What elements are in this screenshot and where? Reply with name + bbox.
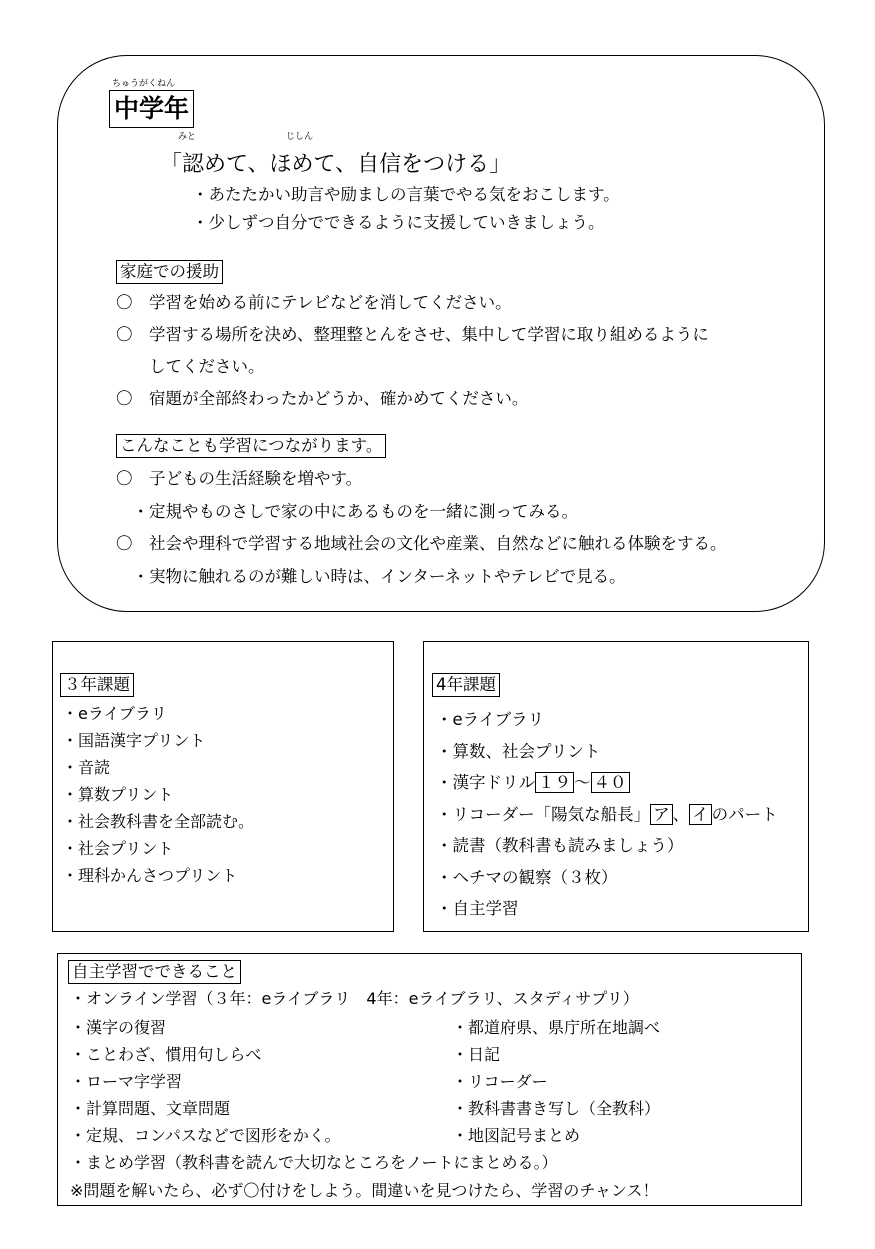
list-item-text: ～ bbox=[574, 773, 591, 792]
intro-bullet: ・少しずつ自分でできるように支援していきましょう。 bbox=[192, 213, 605, 232]
self-study-label: 自主学習でできること bbox=[68, 960, 241, 984]
home-support-item: 〇 宿題が全部終わったかどうか、確かめてください。 bbox=[116, 389, 529, 408]
learning-item: ・定規やものさしで家の中にあるものを一緒に測ってみる。 bbox=[116, 502, 578, 521]
closing-note: ※問題を解いたら、必ず〇付けをしよう。間違いを見つけたら、学習のチャンス！ bbox=[70, 1181, 659, 1200]
part-b: イ bbox=[689, 804, 712, 825]
list-item: ・国語漢字プリント bbox=[62, 731, 206, 750]
page-to: ４０ bbox=[591, 772, 630, 793]
list-item: ・計算問題、文章問題 bbox=[70, 1099, 231, 1118]
home-support-item: 〇 学習する場所を決め、整理整とんをさせ、集中して学習に取り組めるように bbox=[116, 325, 709, 344]
online-study: ・オンライン学習（３年：eライブラリ 4年：eライブラリ、スタディサプリ） bbox=[70, 989, 639, 1008]
list-item: ・社会教科書を全部読む。 bbox=[62, 812, 255, 831]
page-from: １９ bbox=[535, 772, 574, 793]
grade3-list bbox=[62, 700, 254, 889]
list-item: ・地図記号まとめ bbox=[452, 1126, 581, 1145]
list-item: ・理科かんさつプリント bbox=[62, 866, 238, 885]
learning-heading bbox=[116, 434, 386, 458]
home-support-item: 〇 学習を始める前にテレビなどを消してください。 bbox=[116, 293, 512, 312]
learning-item: ・実物に触れるのが難しい時は、インターネットやテレビで見る。 bbox=[116, 567, 626, 586]
part-a: ア bbox=[650, 804, 673, 825]
home-support-heading bbox=[116, 260, 223, 284]
grade3-heading bbox=[60, 673, 134, 697]
list-item: ・算数プリント bbox=[62, 785, 174, 804]
grade4-heading bbox=[432, 673, 500, 697]
list-item bbox=[436, 767, 778, 799]
list-item: ・都道府県、県庁所在地調べ bbox=[452, 1018, 661, 1037]
list-item: ・ことわざ、慣用句しらべ bbox=[70, 1045, 262, 1064]
grade4-list bbox=[436, 704, 778, 925]
home-support-label: 家庭での援助 bbox=[116, 260, 223, 284]
list-item: ・日記 bbox=[452, 1045, 501, 1064]
list-item: ・漢字の復習 bbox=[70, 1018, 167, 1037]
list-item: ・定規、コンパスなどで図形をかく。 bbox=[70, 1126, 341, 1145]
list-item bbox=[436, 799, 778, 831]
list-item: ・リコーダー bbox=[452, 1072, 548, 1091]
list-item: ・ヘチマの観察（３枚） bbox=[436, 867, 618, 887]
list-item: ・算数、社会プリント bbox=[436, 741, 601, 761]
list-item: ・eライブラリ bbox=[62, 704, 167, 723]
list-item-text: ・リコーダー「陽気な船長」 bbox=[436, 804, 651, 824]
list-item-text: のパート bbox=[711, 804, 778, 824]
home-support-item: してください。 bbox=[116, 357, 265, 376]
list-item: ・社会プリント bbox=[62, 839, 174, 858]
learning-item: 〇 社会や理科で学習する地域社会の文化や産業、自然などに触れる体験をする。 bbox=[116, 534, 727, 553]
learning-label: こんなことも学習につながります。 bbox=[116, 434, 386, 458]
grade4-label: 4年課題 bbox=[432, 673, 500, 697]
self-study-heading bbox=[68, 960, 241, 984]
learning-item: 〇 子どもの生活経験を増やす。 bbox=[116, 469, 363, 488]
slogan: 「認めて、ほめて、自信をつける」 bbox=[160, 152, 512, 177]
self-study-left-list bbox=[70, 1014, 341, 1149]
intro-bullet: ・あたたかい助言や励ましの言葉でやる気をおこします。 bbox=[192, 185, 620, 204]
list-item: ・eライブラリ bbox=[436, 710, 545, 729]
list-item: ・音読 bbox=[62, 758, 111, 777]
slogan-ruby: みと じしん bbox=[178, 132, 314, 142]
summary-study: ・まとめ学習（教科書を読んで大切なところをノートにまとめる。） bbox=[70, 1153, 558, 1172]
list-item: ・教科書書き写し（全教科） bbox=[452, 1099, 661, 1118]
grade-title: 中学年 bbox=[109, 90, 194, 128]
list-item-text: ・漢字ドリル bbox=[436, 773, 535, 792]
grade-ruby: ちゅうがくねん bbox=[112, 79, 176, 89]
grade3-label: ３年課題 bbox=[60, 673, 134, 697]
list-item-text: 、 bbox=[672, 804, 690, 824]
self-study-right-list bbox=[452, 1014, 660, 1149]
list-item: ・自主学習 bbox=[436, 899, 519, 918]
list-item: ・読書（教科書も読みましょう） bbox=[436, 836, 684, 855]
list-item: ・ローマ字学習 bbox=[70, 1072, 183, 1091]
